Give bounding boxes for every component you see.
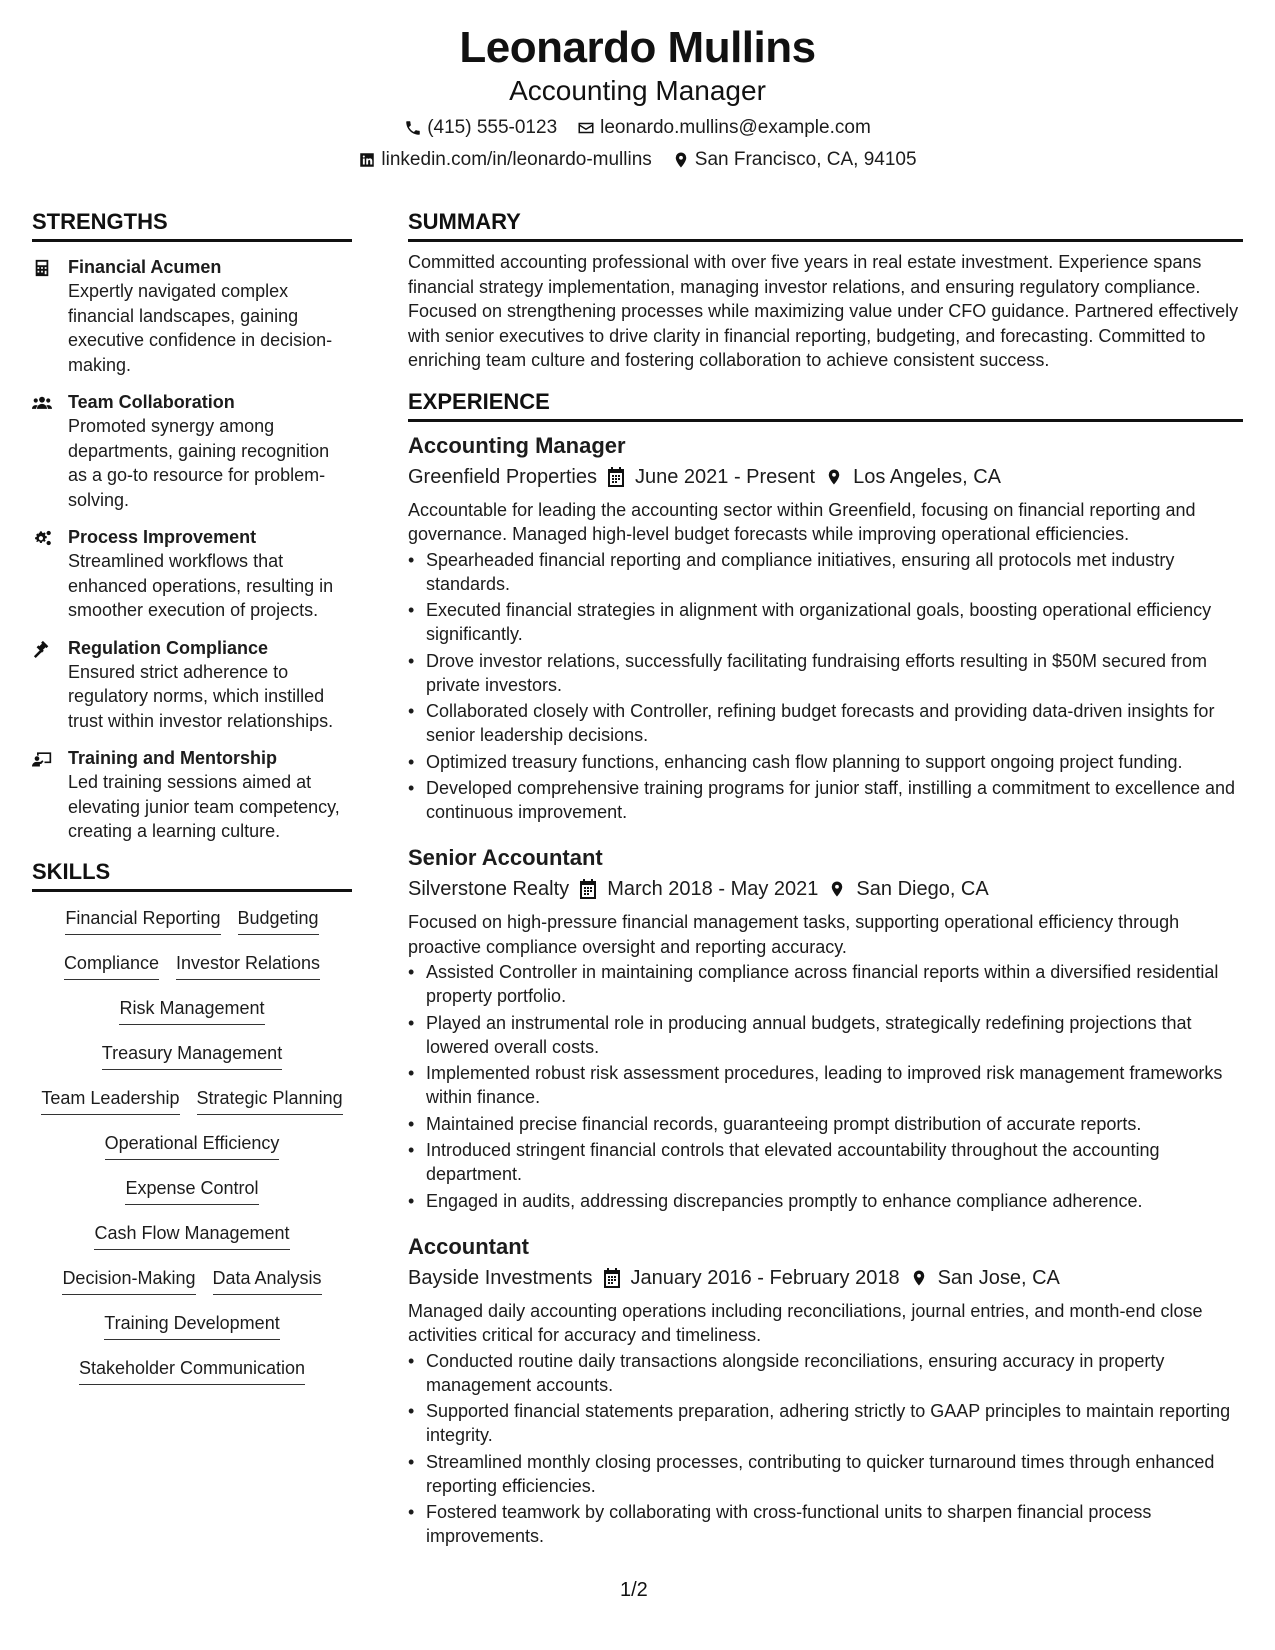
job-location <box>910 1265 1060 1291</box>
skill-tag: Investor Relations <box>176 952 320 980</box>
candidate-name: Leonardo Mullins <box>459 23 816 72</box>
bullet-item: • Streamlined monthly closing processes, contributing to quicker turnaround times through enhanced reporting efficiencies. <box>408 1450 1243 1498</box>
bullet-item: • Drove investor relations, successfully facilitating fundraising efforts resulting in $50M secured from private investors. <box>408 649 1243 697</box>
skill-tag: Stakeholder Communication <box>79 1357 305 1385</box>
skill-tag: Decision-Making <box>62 1267 195 1295</box>
map-pin-icon <box>672 151 690 169</box>
candidate-title: Accounting Manager <box>509 75 766 106</box>
job-description: Managed daily accounting operations including reconciliations, journal entries, and month-end close activities critical for accuracy and timeliness. <box>408 1300 1203 1345</box>
skill-tag: Risk Management <box>119 997 264 1025</box>
bullet-item: • Assisted Controller in maintaining compliance across financial reports within a diversified residential property portfolio. <box>408 960 1243 1008</box>
skill-tag: Treasury Management <box>102 1042 282 1070</box>
strength-item <box>32 525 352 623</box>
job-meta <box>408 876 1243 902</box>
strength-title: Financial Acumen <box>68 257 222 277</box>
bullet-item: • Engaged in audits, addressing discrepancies promptly to enhance compliance adherence. <box>408 1189 1243 1213</box>
job-dates-text: March 2018 - May 2021 <box>607 878 819 900</box>
contact-row-1 <box>0 116 1275 140</box>
right-column <box>408 208 1243 1551</box>
job-company: Silverstone Realty <box>408 878 570 900</box>
map-pin-icon <box>825 467 843 487</box>
map-pin-icon <box>910 1268 928 1288</box>
job-company: Bayside Investments <box>408 1266 593 1289</box>
resume-header <box>0 22 1275 172</box>
calendar-icon <box>607 467 625 487</box>
strength-title: Regulation Compliance <box>68 637 269 658</box>
job-dates-text: January 2016 - February 2018 <box>630 1266 900 1289</box>
page-number: 1/2 <box>620 1579 648 1601</box>
skills-list <box>32 907 352 1402</box>
bullet-item: • Collaborated closely with Controller, refining budget forecasts and providing data-driven insights for senior leadership decisions. <box>408 699 1243 747</box>
gavel-icon <box>32 640 52 658</box>
job-dates-text: June 2021 - Present <box>634 465 816 488</box>
strength-desc: Ensured strict adherence to regulatory norms, which instilled trust within investor relationships. <box>68 661 334 731</box>
location-text: San Francisco, CA, 94105 <box>694 149 917 170</box>
job-bullets <box>408 1349 1243 1549</box>
job-dates <box>603 1265 900 1291</box>
contact-row-2 <box>0 148 1275 172</box>
skill-tag: Expense Control <box>125 1177 258 1205</box>
strength-title: Process Improvement <box>68 527 257 547</box>
bullet-item: • Conducted routine daily transactions alongside reconciliations, ensuring accuracy in property management accounts. <box>408 1349 1243 1397</box>
phone-icon <box>404 119 422 137</box>
job-location <box>828 876 988 902</box>
strength-item <box>32 636 352 734</box>
bullet-item: • Introduced stringent financial controls that elevated accountability throughout the accounting department. <box>408 1138 1243 1186</box>
job-bullets <box>408 548 1243 825</box>
job-company: Greenfield Properties <box>408 465 597 488</box>
bullet-item: • Implemented robust risk assessment procedures, leading to improved risk management frameworks within finance. <box>408 1061 1243 1109</box>
strength-desc: Expertly navigated complex financial landscapes, gaining executive confidence in decision-making. <box>68 281 333 375</box>
skill-tag: Budgeting <box>238 907 319 935</box>
map-pin-icon <box>828 879 846 899</box>
gears-icon <box>32 529 52 547</box>
job-dates <box>579 876 818 902</box>
summary-text: Committed accounting professional with over five years in real estate investment. Experience spans financial strategy implementation, managing investor relations, and ensuring regulatory compliance. Focused on strengthening processes while maximizing value under CFO guidance. Partnered effectively with senior executives to drive clarity in financial reporting, budgeting, and forecasting. Committed to enriching team culture and fostering collaboration to achieve consistent success. <box>408 252 1239 370</box>
bullet-item: • Played an instrumental role in producing annual budgets, strategically redefining projections that lowered overall costs. <box>408 1011 1243 1059</box>
strength-desc: Led training sessions aimed at elevating junior team competency, creating a learning culture. <box>68 772 340 841</box>
contact-email[interactable] <box>577 116 871 140</box>
skill-tag: Operational Efficiency <box>105 1132 280 1160</box>
job-dates <box>607 464 815 490</box>
job-meta <box>408 1265 1243 1291</box>
email-text: leonardo.mullins@example.com <box>600 117 871 138</box>
skill-tag: Financial Reporting <box>65 907 220 935</box>
skill-tag: Training Development <box>104 1312 279 1340</box>
strength-desc: Streamlined workflows that enhanced operations, resulting in smoother execution of projects. <box>68 551 334 620</box>
chalkboard-user-icon <box>32 750 52 768</box>
experience-heading: EXPERIENCE <box>408 388 1243 422</box>
bullet-item: • Developed comprehensive training programs for junior staff, instilling a commitment to excellence and continuous improvement. <box>408 776 1243 824</box>
strength-item <box>32 390 352 512</box>
job-entry <box>408 844 1243 1213</box>
users-icon <box>32 394 52 412</box>
strength-item <box>32 746 352 844</box>
job-title: Senior Accountant <box>408 845 603 870</box>
job-bullets <box>408 960 1243 1213</box>
skills-heading: SKILLS <box>32 858 352 892</box>
bullet-item: • Executed financial strategies in alignment with organizational goals, boosting operational efficiency significantly. <box>408 598 1243 646</box>
strength-title: Training and Mentorship <box>68 748 278 768</box>
skill-tag: Strategic Planning <box>197 1087 343 1115</box>
calculator-icon <box>32 259 52 277</box>
contact-linkedin[interactable] <box>358 148 651 172</box>
left-column <box>32 208 352 1402</box>
job-title: Accounting Manager <box>408 432 626 458</box>
calendar-icon <box>579 879 597 899</box>
bullet-item: • Optimized treasury functions, enhancing cash flow planning to support ongoing project funding. <box>408 750 1243 774</box>
job-description: Focused on high-pressure financial management tasks, supporting operational efficiency through proactive compliance oversight and reporting accuracy. <box>408 912 1180 957</box>
job-entry <box>408 1233 1243 1549</box>
phone-text: (415) 555-0123 <box>427 117 558 138</box>
skill-tag: Team Leadership <box>41 1087 179 1115</box>
job-location-text: Los Angeles, CA <box>853 465 1001 488</box>
envelope-icon <box>577 119 595 137</box>
skill-tag: Compliance <box>64 952 159 980</box>
strengths-list <box>32 255 352 844</box>
strength-title: Team Collaboration <box>68 392 235 412</box>
contact-location <box>672 148 917 172</box>
bullet-item: • Maintained precise financial records, guaranteeing prompt distribution of accurate reports. <box>408 1112 1243 1136</box>
contact-phone[interactable] <box>404 116 557 140</box>
calendar-icon <box>603 1268 621 1288</box>
job-meta <box>408 464 1243 490</box>
skill-tag: Cash Flow Management <box>94 1222 289 1250</box>
job-location-text: San Jose, CA <box>937 1266 1060 1289</box>
bullet-item: • Spearheaded financial reporting and compliance initiatives, ensuring all protocols met industry standards. <box>408 548 1243 596</box>
skill-tag: Data Analysis <box>213 1267 322 1295</box>
strength-desc: Promoted synergy among departments, gaining recognition as a go-to resource for problem-solving. <box>68 416 330 510</box>
summary-heading: SUMMARY <box>408 208 1243 242</box>
bullet-item: • Supported financial statements preparation, adhering strictly to GAAP principles to maintain reporting integrity. <box>408 1399 1243 1447</box>
job-description: Accountable for leading the accounting sector within Greenfield, focusing on financial reporting and governance. Managed high-level budget forecasts while improving operational efficiencies. <box>408 499 1196 544</box>
strength-item <box>32 255 352 377</box>
strengths-heading: STRENGTHS <box>32 208 352 242</box>
linkedin-icon <box>358 151 376 169</box>
job-location-text: San Diego, CA <box>856 878 989 900</box>
job-title: Accountant <box>408 1233 529 1259</box>
linkedin-text: linkedin.com/in/leonardo-mullins <box>381 149 652 170</box>
bullet-item: • Fostered teamwork by collaborating with cross-functional units to sharpen financial process improvements. <box>408 1500 1243 1548</box>
job-location <box>825 464 1001 490</box>
job-entry <box>408 432 1243 825</box>
